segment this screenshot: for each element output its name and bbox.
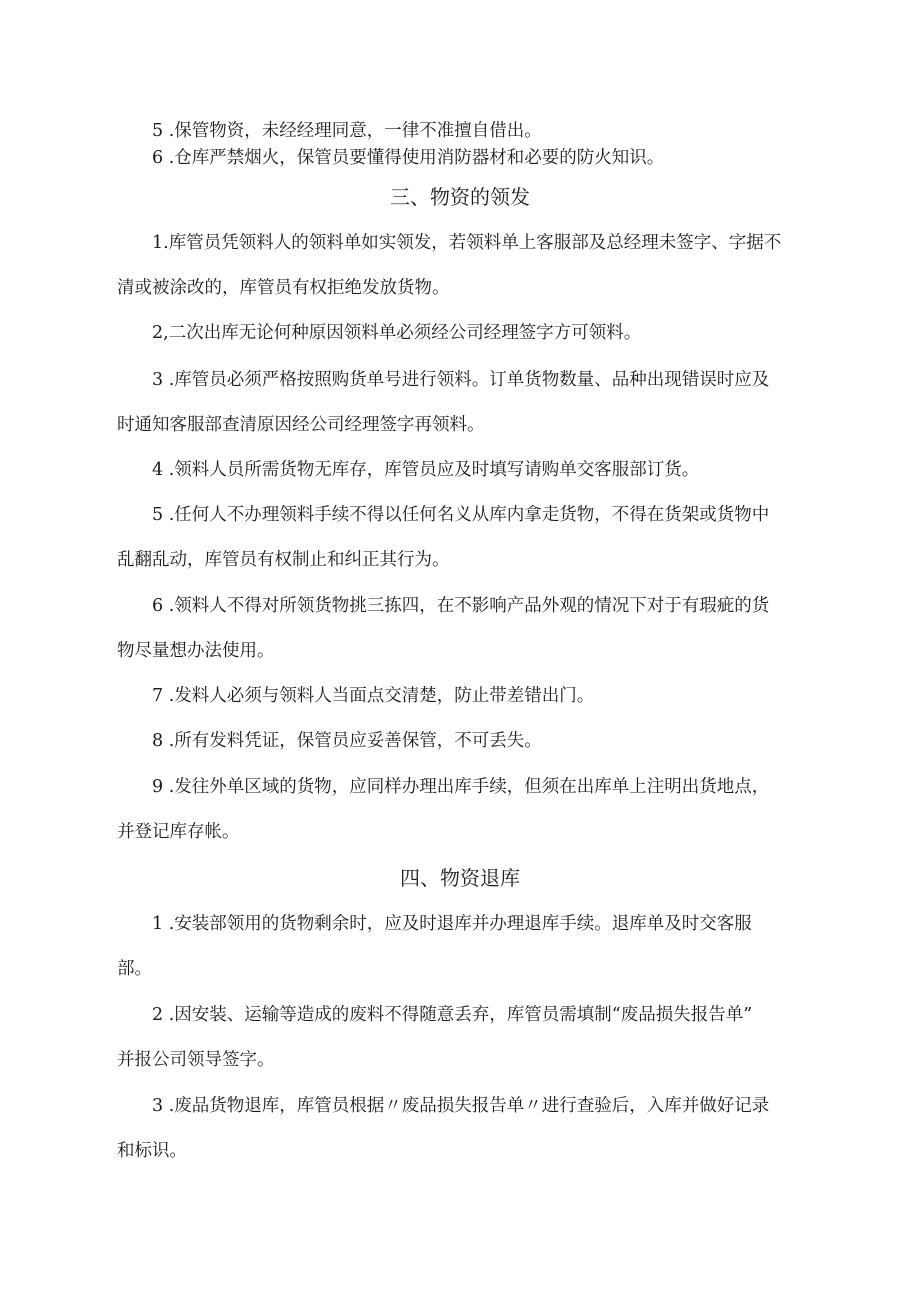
paragraph-line: 3 .废品货物退库，库管员根据〃废品损失报告单〃进行查验后，入库并做好记录 [152, 1096, 770, 1116]
paragraph-line: 乱翻乱动，库管员有权制止和纠正其行为。 [117, 550, 450, 570]
paragraph-line: 部。 [117, 959, 152, 979]
paragraph-line: 8 .所有发料凭证，保管员应妥善保管，不可丢失。 [152, 731, 542, 751]
paragraph-line: 9 .发往外单区域的货物，应同样办理出库手续，但须在出库单上注明出货地点， [152, 777, 770, 797]
paragraph-line: 6 .领料人不得对所领货物挑三拣四，在不影响产品外观的情况下对于有瑕疵的货 [152, 596, 770, 616]
paragraph-line: 4 .领料人员所需货物无库存，库管员应及时填写请购单交客服部订货。 [152, 460, 700, 480]
paragraph-line: 2,二次出库无论何种原因领料单必须经公司经理签字方可领料。 [152, 323, 642, 343]
paragraph-line: 6 .仓库严禁烟火，保管员要懂得使用消防器材和必要的防火知识。 [152, 148, 665, 168]
paragraph-line: 并报公司领导签字。 [117, 1050, 275, 1070]
paragraph-line: 清或被涂改的，库管员有权拒绝发放货物。 [117, 278, 450, 298]
paragraph-line: 3 .库管员必须严格按照购货单号进行领料。订单货物数量、品种出现错误时应及 [152, 370, 770, 390]
paragraph-line: 时通知客服部查清原因经公司经理签字再领料。 [117, 415, 485, 435]
paragraph-line: 并登记库存帐。 [117, 822, 240, 842]
section-heading-3: 三、物资的领发 [390, 185, 530, 209]
paragraph-line: 物尽量想办法使用。 [117, 641, 275, 661]
paragraph-line: 2 .因安装、运输等造成的废料不得随意丢弃，库管员需填制“废品损失报告单” [152, 1005, 753, 1025]
paragraph-line: 和标识。 [117, 1141, 187, 1161]
paragraph-line: 5 .任何人不办理领料手续不得以任何名义从库内拿走货物，不得在货架或货物中 [152, 505, 770, 525]
paragraph-line: 5 .保管物资，未经经理同意，一律不准擅自借出。 [152, 121, 542, 141]
paragraph-line: 1 .安装部领用的货物剩余时，应及时退库并办理退库手续。退库单及时交客服 [152, 914, 752, 934]
paragraph-line: 7 .发料人必须与领料人当面点交清楚，防止带差错出门。 [152, 686, 595, 706]
paragraph-line: 1.库管员凭领料人的领料单如实领发，若领料单上客服部及总经理未签字、字据不 [152, 233, 782, 253]
section-heading-4: 四、物资退库 [400, 866, 520, 890]
